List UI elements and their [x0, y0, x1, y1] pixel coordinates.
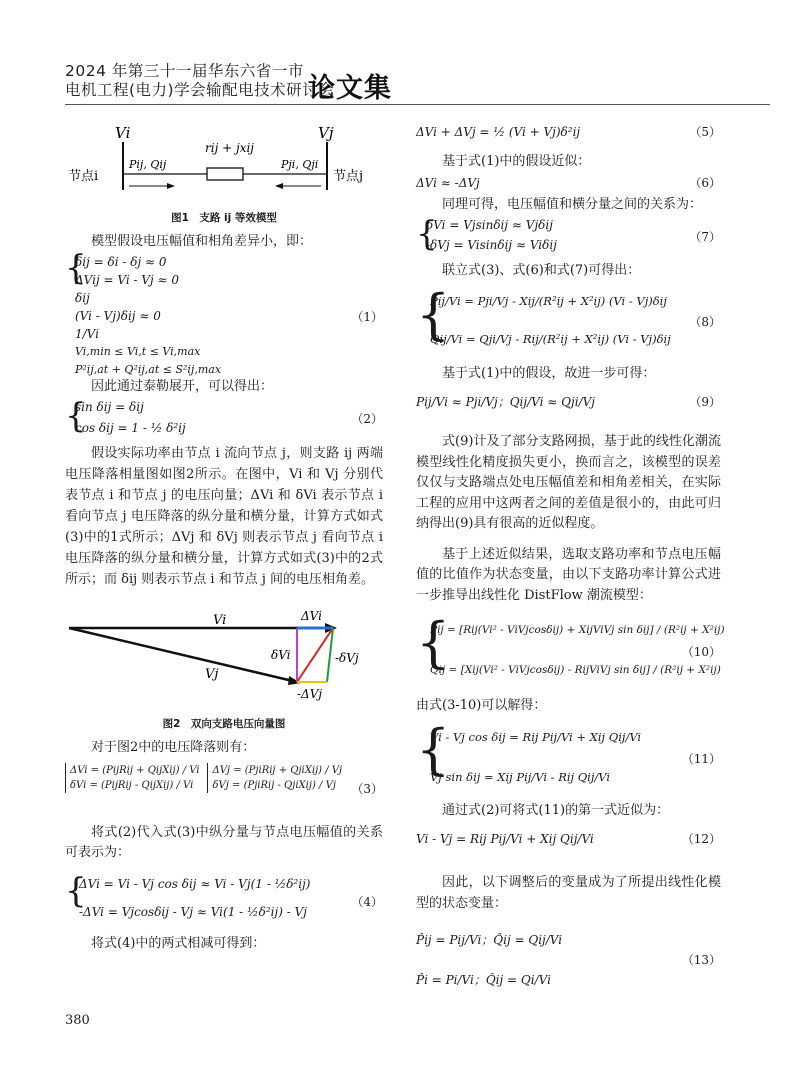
paragraph: 模型假设电压幅值和相角差异小，即：	[91, 234, 313, 249]
eq2-line: cos δij = 1 - ½ δ²ij	[75, 421, 186, 435]
figure-1-caption: 图1 支路 ij 等效模型	[171, 211, 277, 224]
equation-9	[416, 384, 721, 432]
equation-10: { Pij = [Rij(Vi² - ViVjcosδij) + XijViVj sin δij] / (R²ij + X²ij) Qij = [Xij(Vi² - ViVjcosδij) - RijViVj sin δij] / (R²ij + X²ij) （10）	[416, 610, 721, 696]
paragraph: 同理可得，电压幅值和横分量之间的关系为：	[442, 196, 703, 212]
paragraph: 基于式(1)中的假设，故进一步可得：	[442, 365, 656, 381]
equation-number: （2）	[351, 412, 383, 426]
equation-number: （4）	[351, 894, 383, 909]
equation-number: （6）	[689, 175, 721, 190]
equation-3	[65, 763, 383, 823]
equation-number: （12）	[681, 832, 721, 846]
figure-2-caption: 图2 双向支路电压向量图	[162, 717, 286, 730]
paragraph: 基于上述近似结果，选取支路功率和节点电压幅值的比值作为状态变量，由以下支路功率计算公式进一步推导出线性化 DistFlow 潮流模型：	[416, 546, 721, 603]
eq12-body: Vi - Vj = Rij Pij/Vi + Xij Qij/Vi	[416, 832, 594, 846]
equation-2: { sin δij = δij cos δij = 1 - ½ δ²ij （2）	[65, 397, 383, 443]
equation-13	[416, 920, 721, 1010]
equation-number: （5）	[689, 125, 721, 139]
paragraph: 式(9)计及了部分支路网损，基于此的线性化潮流模型线性化精度损失更小，换而言之，该模型的误差仅仅与支路端点处电压幅值差和相角差相关，在实际工程的应用中这两者之间的差值是很小的，由此可归纳得出(9)具有很高的近似程度。	[416, 434, 721, 531]
eq8-line: Pij/Vi = Pji/Vj - Xij/(R²ij + X²ij) (Vi - Vj)δij	[430, 293, 667, 308]
fig2-minus-small-dvj-label: -δVj	[335, 651, 359, 665]
paragraph: 因此通过泰勒展开，可以得出：	[91, 378, 274, 394]
right-column	[416, 118, 725, 1010]
eq1-line: P²ij,at + Q²ij,at ≤ S²ij,max	[75, 362, 222, 376]
equation-number: （7）	[689, 230, 721, 244]
fig2-vj-label: Vj	[205, 667, 219, 682]
eq3-line: ΔVi = (PijRij + QijXij) / Vi	[70, 764, 200, 776]
eq4-line: ΔVi = Vi - Vj cos δij ≈ Vi - Vj(1 - ½δ²ij)	[79, 876, 311, 891]
paragraph: 由式(3-10)可以解得：	[416, 698, 547, 713]
fig2-minus-dvj-label: -ΔVj	[297, 687, 323, 701]
eq6-body: ΔVi ≈ -ΔVj	[416, 175, 480, 190]
equation-11: { Vi - Vj cos δij = Rij Pij/Vi + Xij Qij/Vi Vj sin δij = Xij Pij/Vi - Rij Qij/Vi （11）	[416, 717, 721, 801]
equation-number: （13）	[681, 953, 721, 967]
eq13-line: P̂ij = Pij/Vi；Q̂ij = Qij/Vi	[416, 933, 563, 947]
eq3-line: δVj = (PjiRij - QjiXij) / Vj	[212, 779, 336, 791]
equation-5	[416, 118, 721, 152]
paragraph: 通过式(2)可将式(11)的第一式近似为：	[442, 802, 670, 818]
equation-1: { δij = δi - δj ≈ 0 ΔVij = Vi - Vj ≈ 0 δij (Vi - Vj)δij ≈ 0 1/Vi Vi,min ≤ Vi,t ≤ Vi,max P²ij,at + Q²ij,at ≤ S²ij,max （1）	[65, 253, 383, 377]
eq10-line: Qij = [Xij(Vi² - ViVjcosδij) - RijViVj sin δij] / (R²ij + X²ij)	[430, 664, 721, 676]
eq7-line: δVi = Vjsinδij ≈ Vjδij	[426, 218, 553, 232]
eq2-line: sin δij = δij	[75, 400, 144, 414]
fig1-vj-label: Vj	[318, 124, 334, 142]
eq8-line: Qij/Vi = Qji/Vj - Rij/(R²ij + X²ij) (Vi - Vj)δij	[430, 331, 671, 346]
fig2-dvi-label: ΔVi	[301, 609, 322, 623]
eq1-line: ΔVij = Vi - Vj ≈ 0	[75, 272, 180, 287]
eq1-line: δij	[75, 290, 90, 305]
eq1-line: Vi,min ≤ Vi,t ≤ Vi,max	[75, 344, 201, 358]
figure-2-vector-diagram	[65, 604, 383, 704]
equation-number: （1）	[351, 309, 383, 324]
header-line1: 2024 年第三十一届华东六省一市	[65, 62, 304, 80]
paragraph: 将式(4)中的两式相减可得到：	[91, 935, 266, 951]
header-rule	[65, 104, 770, 105]
eq3-line: δVi = (PijRij - QijXij) / Vi	[70, 779, 194, 791]
equation-number: （10）	[681, 645, 721, 659]
fig1-pij-label: Pij, Qij	[129, 158, 167, 171]
eq11-line: Vj sin δij = Xij Pij/Vi - Rij Qij/Vi	[430, 769, 611, 784]
header-proceedings-title: 论文集	[308, 73, 392, 104]
equation-number: （11）	[681, 751, 721, 766]
figure-1-branch-model	[65, 118, 383, 198]
fig1-node-j: 节点j	[333, 169, 364, 184]
equation-number: （8）	[689, 314, 721, 329]
eq1-line: δij = δi - δj ≈ 0	[75, 254, 167, 269]
eq1-line: 1/Vi	[75, 326, 99, 341]
equation-6	[416, 173, 721, 195]
fig2-vi-label: Vi	[213, 613, 227, 628]
paragraph: 联立式(3)、式(6)和式(7)可得出：	[442, 263, 641, 278]
fig1-node-i: 节点i	[68, 169, 99, 184]
equation-number: （9）	[689, 395, 721, 409]
eq4-line: -ΔVi = Vjcosδij - Vj ≈ Vi(1 - ½δ²ij) - Vj	[79, 904, 307, 919]
header-line2: 电机工程(电力)学会输配电技术研讨会	[65, 81, 335, 99]
eq9-body: Pij/Vi ≈ Pji/Vj；Qij/Vi ≈ Qji/Vj	[416, 395, 595, 409]
equation-4: { ΔVi = Vi - Vj cos δij ≈ Vi - Vj(1 - ½δ²ij) -ΔVi = Vjcosδij - Vj ≈ Vi(1 - ½δ²ij) - Vj （4）	[65, 870, 383, 934]
equation-8: { Pij/Vi = Pji/Vj - Xij/(R²ij + X²ij) (Vi - Vj)δij Qij/Vi = Qji/Vj - Rij/(R²ij + X²ij) (Vi - Vj)δij （8）	[416, 282, 721, 364]
eq1-line: (Vi - Vj)δij ≈ 0	[75, 308, 161, 323]
paragraph: 基于式(1)中的假设近似：	[442, 154, 591, 169]
fig2-small-dvi-label: δVi	[271, 648, 291, 662]
fig1-impedance-label: rij + jxij	[205, 141, 255, 155]
eq11-line: Vi - Vj cos δij = Rij Pij/Vi + Xij Qij/Vi	[430, 729, 642, 744]
eq5-body: ΔVi + ΔVj = ½ (Vi + Vj)δ²ij	[416, 125, 581, 139]
eq10-line: Pij = [Rij(Vi² - ViVjcosδij) + XijViVj sin δij] / (R²ij + X²ij)	[430, 624, 725, 636]
paragraph: 因此，以下调整后的变量成为了所提出线性化模型的状态变量：	[416, 875, 721, 911]
paragraph: 对于图2中的电压降落则有：	[91, 740, 256, 755]
eq7-line: -δVj = Visinδij ≈ Viδij	[426, 238, 557, 252]
eq13-line: P̂i = Pi/Vi；Q̂ij = Qi/Vi	[416, 973, 551, 987]
paragraph: 假设实际功率由节点 i 流向节点 j，则支路 ij 两端电压降落相量图如图2所示。在图中，Vi 和 Vj 分别代表节点 i 和节点 j 的电压向量；ΔVi 和 δVi 表示节点 i 看向节点 j 电压降落的纵分量和横分量，计算方式如式(3)中的1式所示；ΔVj 和 δVj 则表示节点 j 看向节点 i 电压降落的纵分量和横分量，计算方式如式(3)中的2式所示；而 δij 则表示节点 i 和节点 j 间的电压相角差。	[65, 446, 383, 587]
running-header	[65, 62, 765, 104]
eq3-line: ΔVj = (PjiRij + QjiXij) / Vj	[212, 764, 343, 776]
equation-12	[416, 821, 721, 867]
fig1-pji-label: Pji, Qji	[281, 158, 319, 171]
paragraph: 将式(2)代入式(3)中纵分量与节点电压幅值的关系可表示为：	[65, 824, 383, 860]
left-column	[65, 118, 383, 954]
page-number: 380	[65, 1013, 90, 1028]
equation-7: { δVi = Vjsinδij ≈ Vjδij -δVj = Visinδij ≈ Viδij （7）	[416, 214, 721, 254]
equation-number: （3）	[351, 781, 383, 796]
fig1-vi-label: Vi	[115, 124, 131, 142]
impedance-box	[207, 168, 243, 180]
